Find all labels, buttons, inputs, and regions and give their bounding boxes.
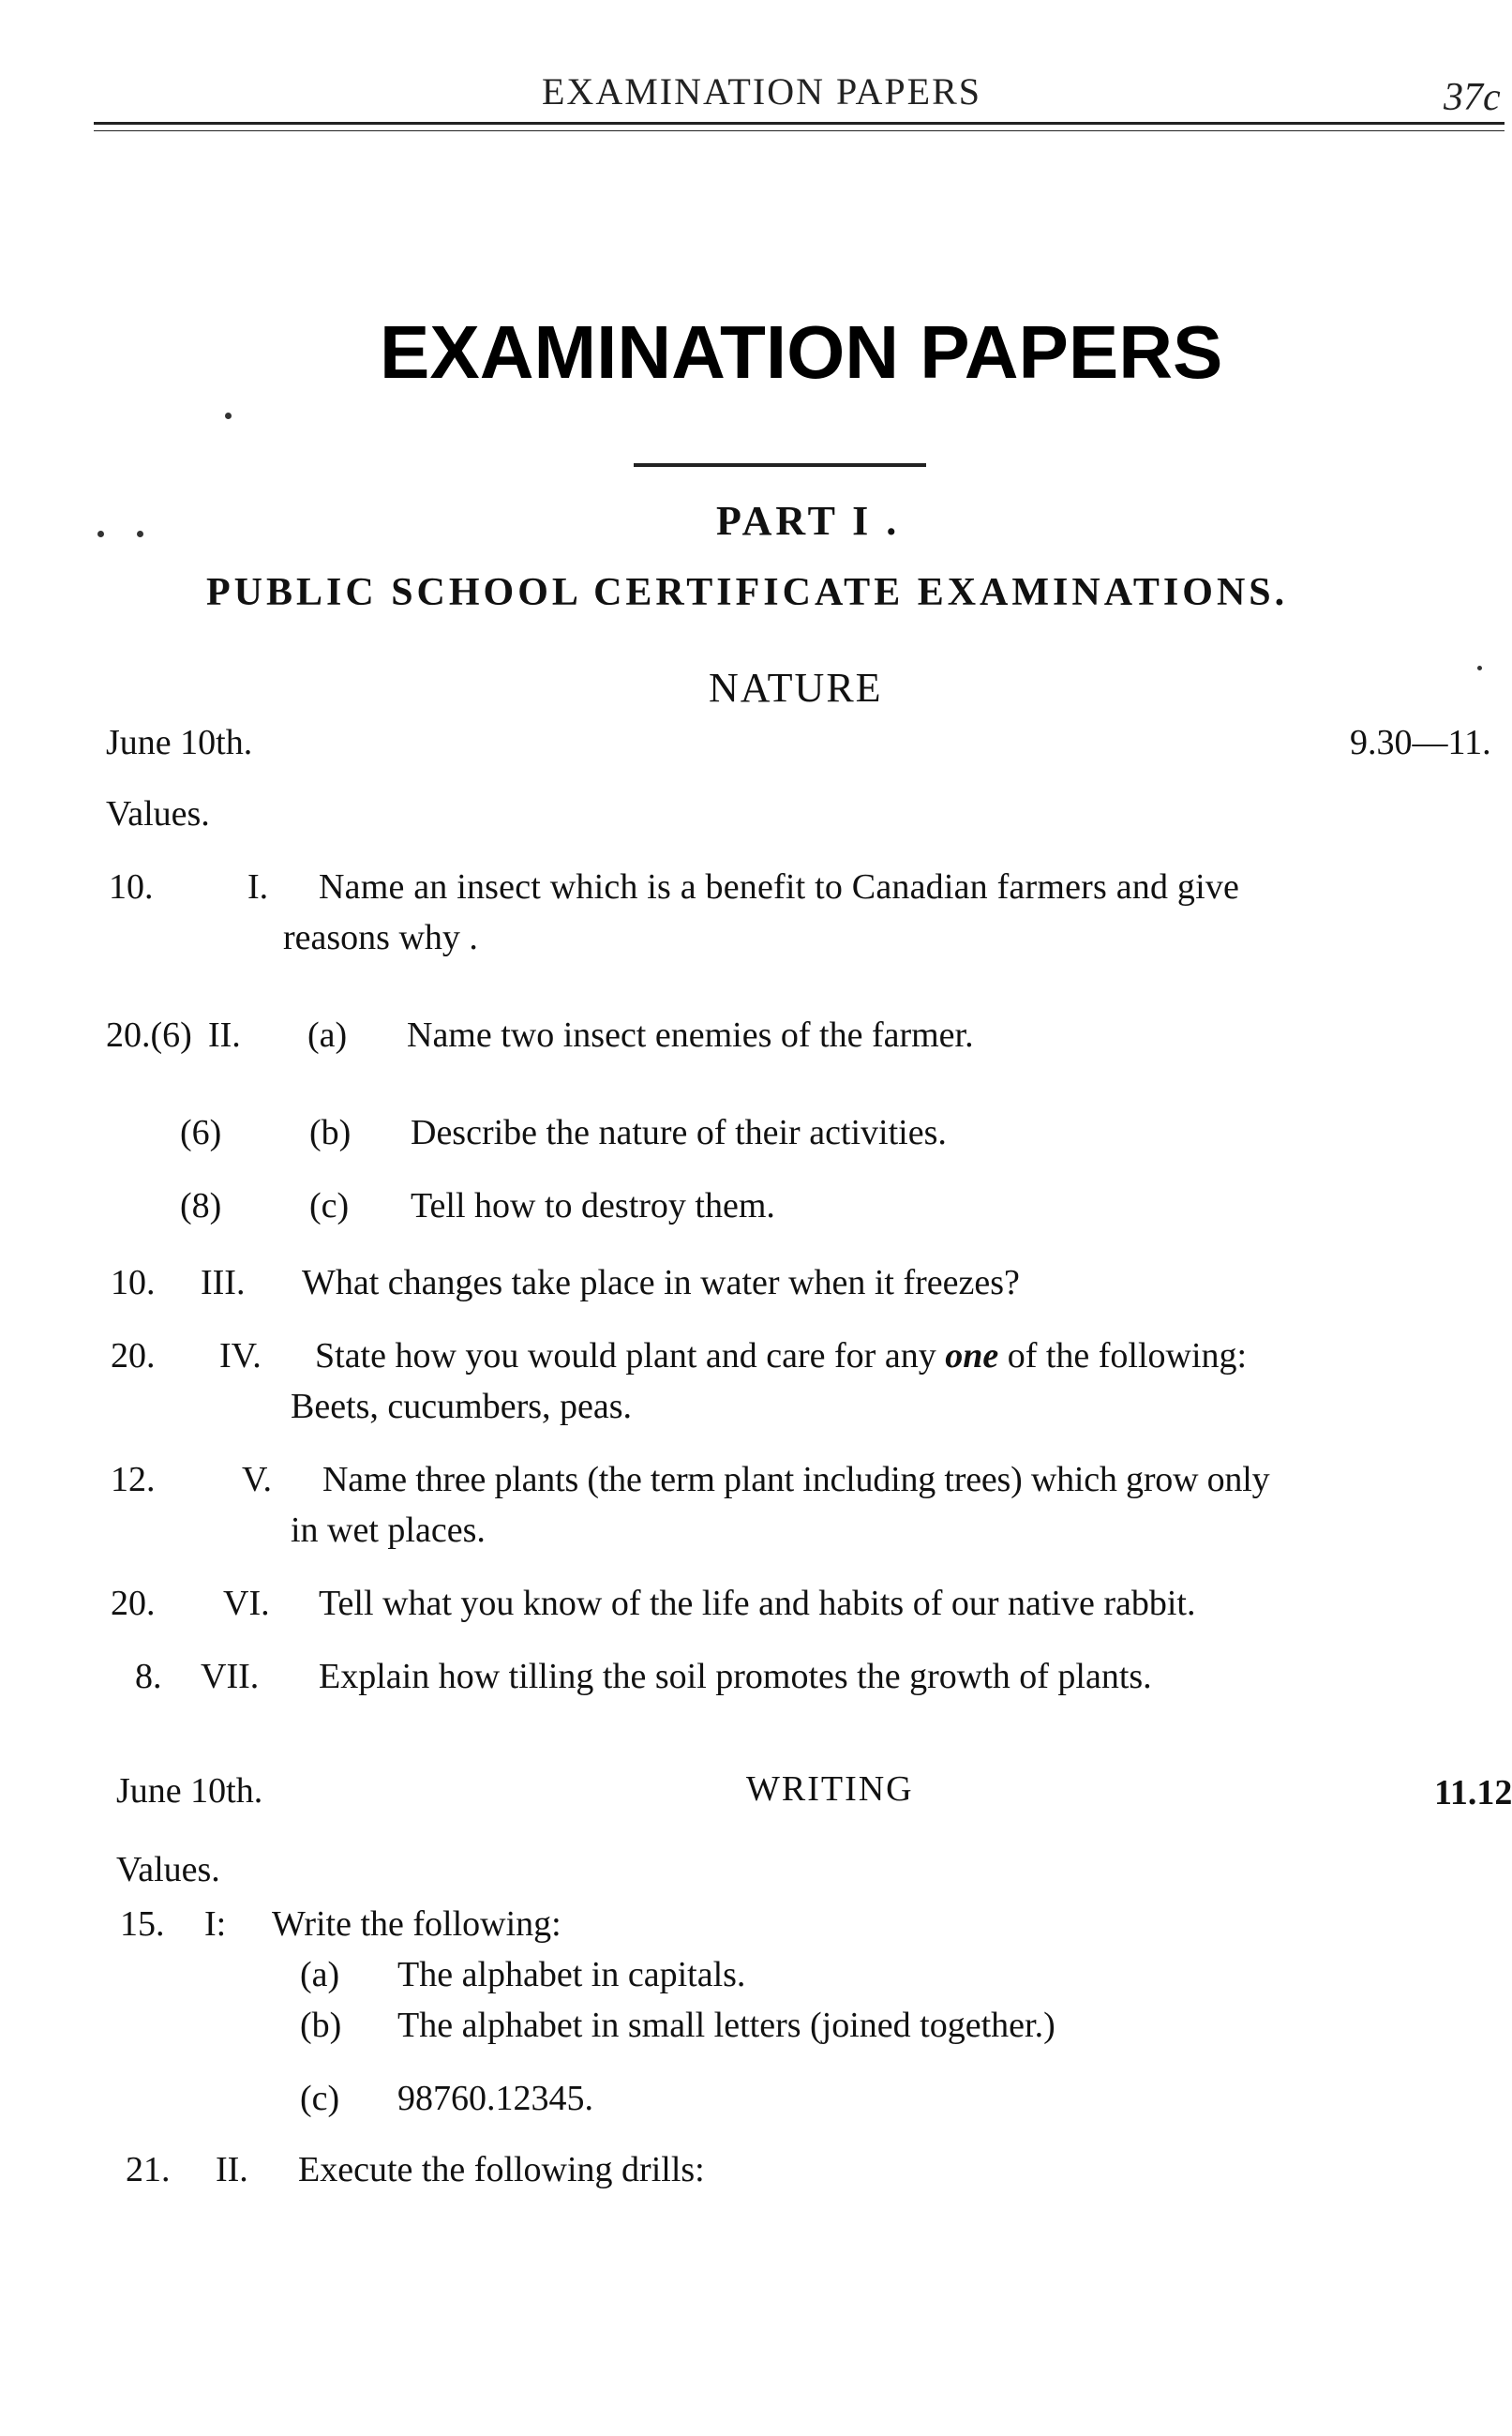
scan-speck bbox=[137, 531, 143, 537]
nature-values-label: Values. bbox=[106, 794, 210, 834]
question-value: 8. bbox=[135, 1657, 162, 1696]
question-text-start: State how you would plant and care for any bbox=[315, 1336, 946, 1376]
writing-item-letter: (c) bbox=[300, 2079, 340, 2118]
page-number: 37c bbox=[1444, 76, 1501, 119]
main-title: EXAMINATION PAPERS bbox=[380, 310, 1223, 394]
writing-date: June 10th. bbox=[116, 1771, 263, 1811]
question-value: (8) bbox=[180, 1186, 222, 1226]
writing-item-text: The alphabet in capitals. bbox=[397, 1955, 746, 1994]
question-value: (6) bbox=[180, 1113, 222, 1152]
writing-item-text: 98760.12345. bbox=[397, 2079, 593, 2118]
question-part-letter: (b) bbox=[309, 1113, 352, 1152]
scan-speck bbox=[1477, 666, 1482, 670]
question-number: III. bbox=[201, 1263, 246, 1302]
question-text: Describe the nature of their activities. bbox=[411, 1113, 947, 1152]
question-number: VI. bbox=[223, 1584, 270, 1623]
writing-values-label: Values. bbox=[116, 1850, 220, 1889]
title-underline bbox=[634, 463, 926, 467]
question-text-continued: in wet places. bbox=[291, 1511, 486, 1550]
writing-item-letter: (a) bbox=[300, 1955, 340, 1994]
question-number: VII. bbox=[201, 1657, 260, 1696]
question-value: 20. bbox=[111, 1336, 156, 1376]
question-text: Name three plants (the term plant including trees) which grow only bbox=[322, 1460, 1270, 1499]
question-text: Write the following: bbox=[272, 1904, 561, 1944]
question-text: Tell what you know of the life and habits of our native rabbit. bbox=[319, 1584, 1196, 1623]
question-text: Execute the following drills: bbox=[298, 2150, 705, 2189]
question-value: 20.(6) bbox=[106, 1015, 192, 1055]
question-text-end: of the following: bbox=[998, 1336, 1248, 1376]
question-text: What changes take place in water when it freezes? bbox=[302, 1263, 1020, 1302]
question-number: II. bbox=[216, 2150, 248, 2189]
nature-date: June 10th. bbox=[106, 723, 253, 762]
question-part-letter: (a) bbox=[307, 1015, 348, 1055]
question-text-continued: reasons why . bbox=[283, 918, 478, 957]
running-header-title: EXAMINATION PAPERS bbox=[542, 70, 982, 113]
question-number: I. bbox=[247, 867, 269, 907]
writing-item-text: The alphabet in small letters (joined together.) bbox=[397, 2006, 1055, 2045]
question-number: II. bbox=[208, 1015, 241, 1055]
writing-item-letter: (b) bbox=[300, 2006, 342, 2045]
writing-subject: WRITING bbox=[746, 1769, 914, 1809]
question-value: 15. bbox=[120, 1904, 165, 1944]
question-text: Explain how tilling the soil promotes the growth of plants. bbox=[319, 1657, 1152, 1696]
header-rule-top bbox=[94, 122, 1505, 125]
question-text: Name an insect which is a benefit to Canadian farmers and give bbox=[319, 867, 1240, 907]
section-title: PUBLIC SCHOOL CERTIFICATE EXAMINATIONS. bbox=[206, 571, 1289, 614]
header-rule-bottom bbox=[94, 130, 1505, 131]
question-text: Tell how to destroy them. bbox=[411, 1186, 775, 1226]
question-number: IV. bbox=[219, 1336, 262, 1376]
question-number: V. bbox=[242, 1460, 273, 1499]
writing-time: 11.12 bbox=[1434, 1773, 1512, 1812]
scan-speck bbox=[97, 531, 104, 537]
question-text: Name two insect enemies of the farmer. bbox=[407, 1015, 974, 1055]
question-value: 10. bbox=[109, 867, 154, 907]
question-number: I: bbox=[204, 1904, 227, 1944]
question-value: 21. bbox=[126, 2150, 171, 2189]
question-text-continued: Beets, cucumbers, peas. bbox=[291, 1387, 633, 1426]
scan-speck bbox=[225, 413, 232, 419]
question-value: 20. bbox=[111, 1584, 156, 1623]
nature-time: 9.30—11. bbox=[1350, 723, 1491, 762]
question-value: 12. bbox=[111, 1460, 156, 1499]
part-label: PART I . bbox=[716, 498, 901, 544]
nature-subject: NATURE bbox=[709, 665, 883, 711]
question-text bbox=[315, 1335, 1247, 1376]
question-part-letter: (c) bbox=[309, 1186, 350, 1226]
question-value: 10. bbox=[111, 1263, 156, 1302]
emphasized-word: one bbox=[945, 1336, 999, 1376]
